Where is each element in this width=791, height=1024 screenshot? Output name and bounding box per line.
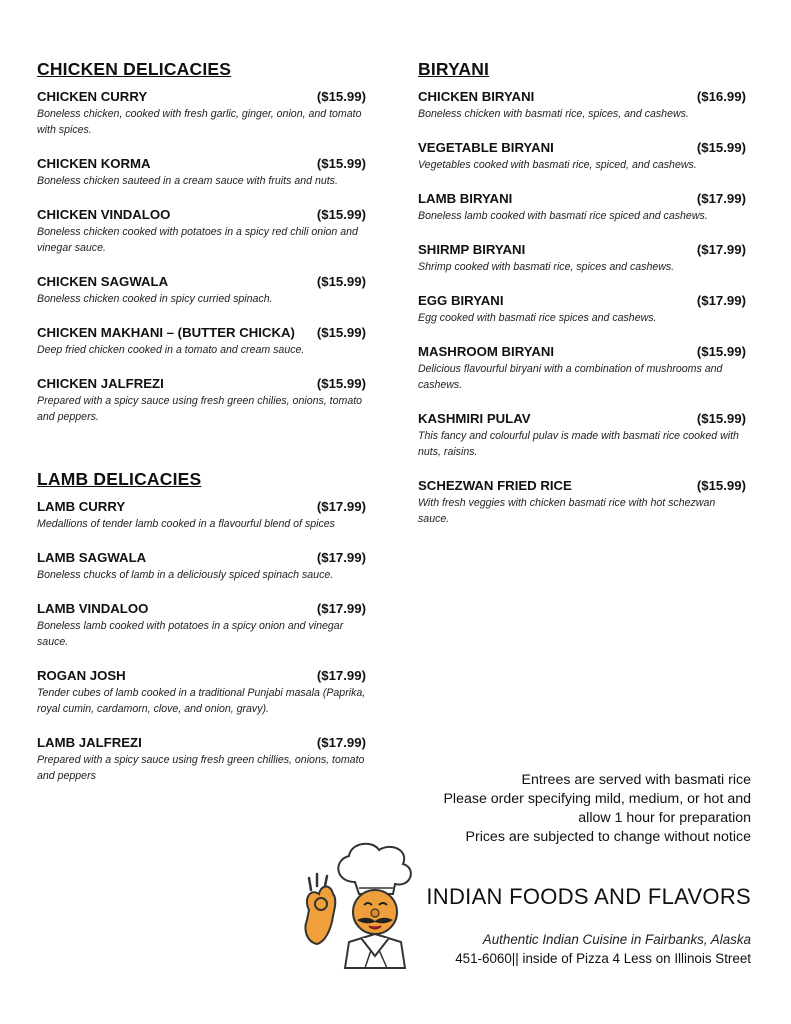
menu-item [418,293,746,326]
menu-item-name: ROGAN JOSH [37,668,126,683]
menu-item-description: With fresh veggies with chicken basmati rice with hot schezwan sauce. [418,497,716,525]
menu-item-price: ($15.99) [316,376,366,391]
menu-item-name: LAMB JALFREZI [37,735,142,750]
menu-item-name: CHICKEN VINDALOO [37,207,171,222]
menu-item-header [418,89,746,104]
menu-item-header [37,156,366,171]
menu-item-header [37,89,366,104]
menu-item-description: Shrimp cooked with basmati rice, spices and cashews. [418,261,675,273]
menu-item-name: VEGETABLE BIRYANI [418,140,554,155]
menu-item-header [37,668,366,683]
menu-item-price: ($17.99) [316,499,366,514]
menu-item-description: Vegetables cooked with basmati rice, spiced, and cashews. [418,159,697,171]
menu-item-header [37,325,366,340]
lamb-delicacies-section [37,469,366,802]
menu-item-header [418,242,746,257]
chicken-delicacies-section [37,59,366,443]
menu-item [37,156,366,189]
menu-item-name: EGG BIRYANI [418,293,504,308]
menu-item-name: CHICKEN SAGWALA [37,274,169,289]
menu-item-price: ($17.99) [316,550,366,565]
chef-icon [295,838,425,970]
menu-item-name: KASHMIRI PULAV [418,411,531,426]
menu-item-price: ($15.99) [316,156,366,171]
menu-item-price: ($17.99) [696,191,746,206]
menu-item-name: SHIRMP BIRYANI [418,242,526,257]
menu-item [37,550,366,583]
menu-item-name: CHICKEN JALFREZI [37,376,164,391]
menu-item-description: Boneless lamb cooked with potatoes in a spicy onion and vinegar sauce. [37,620,344,648]
menu-item-price: ($17.99) [316,668,366,683]
menu-item-header [37,207,366,222]
menu-item-header [37,735,366,750]
menu-item-description: Boneless chicken, cooked with fresh garlic, ginger, onion, and tomato with spices. [37,108,362,136]
menu-item-name: SCHEZWAN FRIED RICE [418,478,572,493]
menu-item-description: Deep fried chicken cooked in a tomato and cream sauce. [37,344,305,356]
menu-item [37,207,366,256]
menu-item-name: LAMB VINDALOO [37,601,149,616]
menu-item-name: LAMB BIRYANI [418,191,513,206]
menu-item-description: Tender cubes of lamb cooked in a traditional Punjabi masala (Paprika, royal cumin, cardamorn, clove, and onion, gravy). [37,687,366,715]
menu-item [418,140,746,173]
menu-item-name: LAMB CURRY [37,499,126,514]
menu-item [37,325,366,358]
note-line: Entrees are served with basmati rice [521,772,751,788]
menu-item-name: CHICKEN MAKHANI – (BUTTER CHICKA) [37,325,295,340]
menu-item-name: CHICKEN KORMA [37,156,151,171]
menu-item [37,735,366,784]
menu-item-header [37,601,366,616]
menu-item-price: ($15.99) [696,344,746,359]
note-line: Prices are subjected to change without notice [465,829,751,845]
menu-item-header [418,191,746,206]
section-title: LAMB DELICACIES [37,469,202,489]
menu-item-price: ($15.99) [316,207,366,222]
menu-item [418,89,746,122]
menu-item-header [418,140,746,155]
section-title: BIRYANI [418,59,490,79]
menu-item-price: ($15.99) [696,140,746,155]
menu-item [37,376,366,425]
menu-list [418,89,746,527]
menu-item [418,478,746,527]
menu-item-price: ($15.99) [696,478,746,493]
menu-item-description: Boneless chicken sauteed in a cream sauce with fruits and nuts. [37,175,338,187]
menu-item-name: CHICKEN CURRY [37,89,148,104]
menu-item-price: ($17.99) [316,601,366,616]
menu-item-description: Boneless chicken cooked with potatoes in a spicy red chili onion and vinegar sauce. [37,226,358,254]
menu-item-price: ($17.99) [696,242,746,257]
menu-item-description: Medallions of tender lamb cooked in a flavourful blend of spices [37,518,335,530]
menu-item-description: Egg cooked with basmati rice spices and cashews. [418,312,657,324]
menu-item [37,668,366,717]
menu-item-name: CHICKEN BIRYANI [418,89,535,104]
menu-item-header [418,293,746,308]
menu-item [418,411,746,460]
section-title: CHICKEN DELICACIES [37,59,232,79]
menu-item-description: Boneless lamb cooked with basmati rice spiced and cashews. [418,210,708,222]
menu-item-price: ($15.99) [696,411,746,426]
ordering-notes [443,771,751,847]
menu-item [418,242,746,275]
menu-item-price: ($17.99) [316,735,366,750]
menu-item [37,89,366,138]
menu-item-header [37,550,366,565]
menu-item [37,274,366,307]
menu-item [37,601,366,650]
menu-item-description: Prepared with a spicy sauce using fresh green chillies, onions, tomato and peppers [37,754,365,782]
menu-item-name: LAMB SAGWALA [37,550,147,565]
restaurant-address: 451-6060|| inside of Pizza 4 Less on Illinois Street [455,951,751,966]
menu-item-description: Boneless chucks of lamb in a deliciously spiced spinach sauce. [37,569,334,581]
biryani-section [418,59,746,545]
menu-item-price: ($15.99) [316,274,366,289]
menu-item-description: Delicious flavourful biryani with a combination of mushrooms and cashews. [418,363,723,391]
menu-item-header [418,411,746,426]
menu-item-description: Boneless chicken with basmati rice, spices, and cashews. [418,108,689,120]
menu-item-header [37,376,366,391]
menu-item [37,499,366,532]
menu-item-description: Boneless chicken cooked in spicy curried spinach. [37,293,273,305]
menu-item-price: ($16.99) [696,89,746,104]
menu-item-header [418,478,746,493]
menu-list [37,89,366,425]
note-line: allow 1 hour for preparation [578,810,751,826]
menu-item-name: MASHROOM BIRYANI [418,344,555,359]
menu-item [418,191,746,224]
menu-item-price: ($15.99) [316,89,366,104]
menu-item-description: Prepared with a spicy sauce using fresh green chilies, onions, tomato and peppers. [37,395,363,423]
note-line: Please order specifying mild, medium, or hot and [443,791,751,807]
menu-item-header [37,499,366,514]
menu-item-header [418,344,746,359]
menu-item-price: ($15.99) [316,325,366,340]
restaurant-tagline: Authentic Indian Cuisine in Fairbanks, Alaska [482,932,751,947]
menu-item-price: ($17.99) [696,293,746,308]
menu-item-description: This fancy and colourful pulav is made with basmati rice cooked with nuts, raisins. [418,430,739,458]
menu-item [418,344,746,393]
menu-item-header [37,274,366,289]
menu-list [37,499,366,784]
restaurant-name: INDIAN FOODS AND FLAVORS [426,884,751,909]
